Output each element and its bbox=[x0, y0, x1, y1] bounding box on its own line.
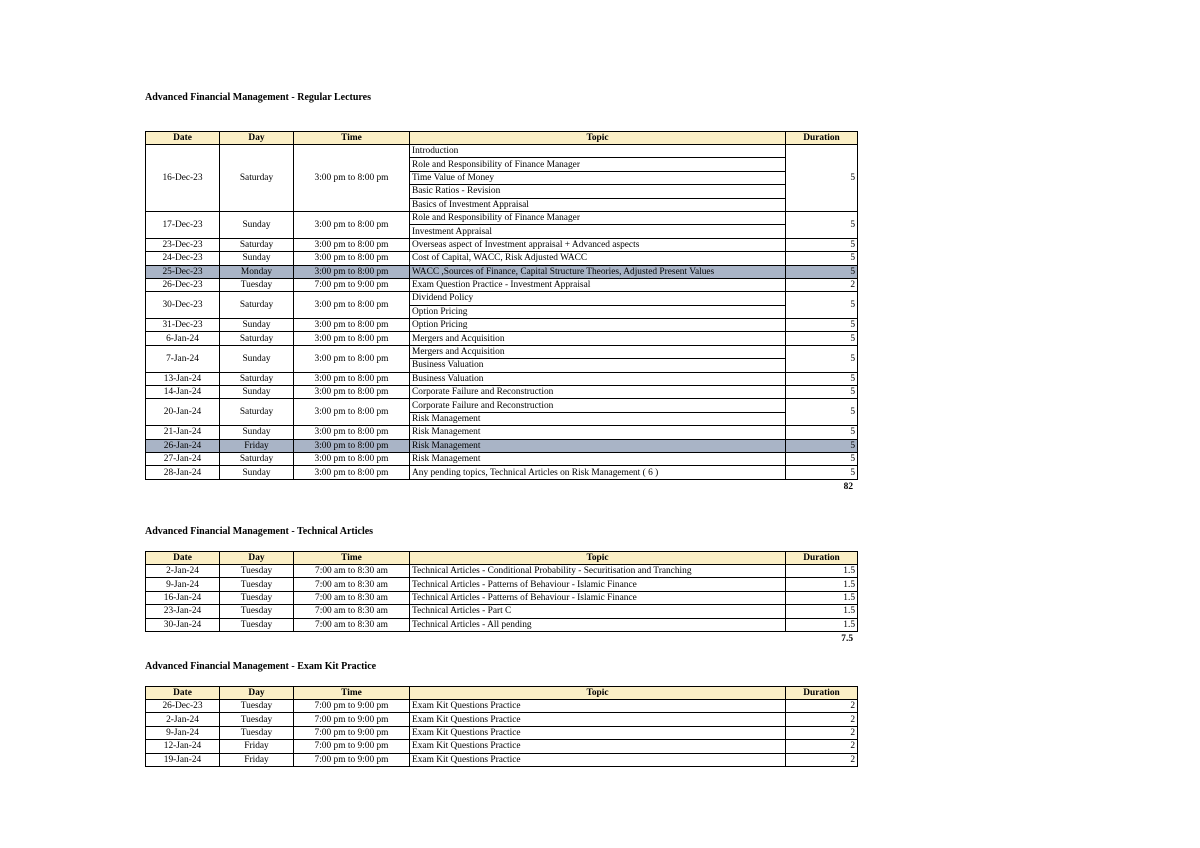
date-cell: 9-Jan-24 bbox=[146, 726, 220, 739]
table-row bbox=[146, 700, 858, 713]
topic-cell: Investment Appraisal bbox=[410, 225, 786, 238]
date-cell: 2-Jan-24 bbox=[146, 565, 220, 578]
topic-cell: Mergers and Acquisition bbox=[410, 345, 786, 358]
topic-cell: Overseas aspect of Investment appraisal + Advanced aspects bbox=[410, 238, 786, 251]
time-cell: 3:00 pm to 8:00 pm bbox=[294, 265, 410, 278]
table-row bbox=[146, 399, 858, 412]
time-cell: 3:00 pm to 8:00 pm bbox=[294, 332, 410, 345]
topic-cell: Any pending topics, Technical Articles on Risk Management ( 6 ) bbox=[410, 466, 786, 479]
time-cell: 7:00 pm to 9:00 pm bbox=[294, 278, 410, 291]
duration-cell: 2 bbox=[786, 726, 858, 739]
date-header: Date bbox=[146, 552, 220, 565]
technical-articles-title: Advanced Financial Management - Technical Articles bbox=[145, 526, 374, 537]
table-row bbox=[146, 345, 858, 358]
date-cell: 31-Dec-23 bbox=[146, 319, 220, 332]
topic-header: Topic bbox=[410, 687, 786, 700]
topic-cell: Exam Kit Questions Practice bbox=[410, 713, 786, 726]
date-cell: 25-Dec-23 bbox=[146, 265, 220, 278]
day-cell: Saturday bbox=[220, 292, 294, 319]
regular-lectures-section bbox=[145, 91, 857, 494]
date-cell: 14-Jan-24 bbox=[146, 386, 220, 399]
table-row bbox=[146, 578, 858, 591]
day-cell: Tuesday bbox=[220, 565, 294, 578]
topic-cell: Time Value of Money bbox=[410, 171, 786, 184]
topic-cell: Exam Kit Questions Practice bbox=[410, 753, 786, 766]
day-cell: Sunday bbox=[220, 211, 294, 238]
date-cell: 26-Dec-23 bbox=[146, 278, 220, 291]
duration-cell: 5 bbox=[786, 439, 858, 452]
day-header: Day bbox=[220, 132, 294, 145]
day-cell: Friday bbox=[220, 740, 294, 753]
time-cell: 3:00 pm to 8:00 pm bbox=[294, 372, 410, 385]
duration-cell: 1.5 bbox=[786, 618, 858, 631]
topic-cell: Technical Articles - Patterns of Behaviour - Islamic Finance bbox=[410, 591, 786, 604]
duration-cell: 5 bbox=[786, 319, 858, 332]
day-cell: Tuesday bbox=[220, 618, 294, 631]
duration-cell: 1.5 bbox=[786, 578, 858, 591]
time-cell: 3:00 pm to 8:00 pm bbox=[294, 252, 410, 265]
table-row bbox=[146, 605, 858, 618]
duration-header: Duration bbox=[786, 552, 858, 565]
topic-cell: Basics of Investment Appraisal bbox=[410, 198, 786, 211]
date-cell: 7-Jan-24 bbox=[146, 345, 220, 372]
exam-kit-title: Advanced Financial Management - Exam Kit Practice bbox=[145, 661, 377, 672]
date-cell: 26-Jan-24 bbox=[146, 439, 220, 452]
duration-cell: 2 bbox=[786, 740, 858, 753]
day-cell: Saturday bbox=[220, 399, 294, 426]
time-cell: 3:00 pm to 8:00 pm bbox=[294, 426, 410, 439]
topic-cell: Risk Management bbox=[410, 412, 786, 425]
date-cell: 12-Jan-24 bbox=[146, 740, 220, 753]
time-cell: 3:00 pm to 8:00 pm bbox=[294, 238, 410, 251]
topic-cell: Role and Responsibility of Finance Manager bbox=[410, 211, 786, 224]
table-row bbox=[146, 713, 858, 726]
date-cell: 23-Dec-23 bbox=[146, 238, 220, 251]
day-cell: Friday bbox=[220, 439, 294, 452]
time-cell: 3:00 pm to 8:00 pm bbox=[294, 345, 410, 372]
duration-cell: 2 bbox=[786, 753, 858, 766]
day-cell: Tuesday bbox=[220, 713, 294, 726]
duration-cell: 5 bbox=[786, 145, 858, 212]
date-cell: 2-Jan-24 bbox=[146, 713, 220, 726]
duration-cell: 5 bbox=[786, 292, 858, 319]
duration-cell: 5 bbox=[786, 399, 858, 426]
topic-cell: Exam Kit Questions Practice bbox=[410, 700, 786, 713]
table-header-row bbox=[146, 552, 858, 565]
table-row bbox=[146, 145, 858, 158]
table-header-row bbox=[146, 132, 858, 145]
day-cell: Saturday bbox=[220, 238, 294, 251]
day-cell: Tuesday bbox=[220, 578, 294, 591]
duration-cell: 2 bbox=[786, 278, 858, 291]
topic-cell: Technical Articles - Conditional Probability - Securitisation and Tranching bbox=[410, 565, 786, 578]
duration-cell: 5 bbox=[786, 252, 858, 265]
exam-kit-section bbox=[145, 660, 857, 767]
table-row bbox=[146, 252, 858, 265]
time-cell: 7:00 am to 8:30 am bbox=[294, 605, 410, 618]
date-cell: 16-Dec-23 bbox=[146, 145, 220, 212]
date-cell: 30-Jan-24 bbox=[146, 618, 220, 631]
time-cell: 3:00 pm to 8:00 pm bbox=[294, 292, 410, 319]
table-row bbox=[146, 466, 858, 479]
topic-cell: Business Valuation bbox=[410, 372, 786, 385]
date-cell: 19-Jan-24 bbox=[146, 753, 220, 766]
topic-cell: Dividend Policy bbox=[410, 292, 786, 305]
table-row bbox=[146, 211, 858, 224]
technical-articles-total: 7.5 bbox=[841, 633, 853, 644]
table-row bbox=[146, 618, 858, 631]
topic-cell: Technical Articles - Part C bbox=[410, 605, 786, 618]
table-row bbox=[146, 565, 858, 578]
topic-cell: Basic Ratios - Revision bbox=[410, 185, 786, 198]
date-header: Date bbox=[146, 687, 220, 700]
date-cell: 24-Dec-23 bbox=[146, 252, 220, 265]
topic-header: Topic bbox=[410, 132, 786, 145]
topic-cell: WACC ,Sources of Finance, Capital Structure Theories, Adjusted Present Values bbox=[410, 265, 786, 278]
technical-articles-section bbox=[145, 525, 857, 646]
date-cell: 26-Dec-23 bbox=[146, 700, 220, 713]
regular-lectures-title: Advanced Financial Management - Regular Lectures bbox=[145, 92, 372, 103]
duration-cell: 2 bbox=[786, 713, 858, 726]
date-header: Date bbox=[146, 132, 220, 145]
time-cell: 3:00 pm to 8:00 pm bbox=[294, 319, 410, 332]
time-header: Time bbox=[294, 687, 410, 700]
topic-cell: Exam Kit Questions Practice bbox=[410, 740, 786, 753]
day-cell: Tuesday bbox=[220, 726, 294, 739]
day-cell: Saturday bbox=[220, 372, 294, 385]
topic-cell: Risk Management bbox=[410, 439, 786, 452]
day-cell: Sunday bbox=[220, 252, 294, 265]
day-cell: Saturday bbox=[220, 145, 294, 212]
time-cell: 3:00 pm to 8:00 pm bbox=[294, 145, 410, 212]
day-cell: Tuesday bbox=[220, 591, 294, 604]
date-cell: 6-Jan-24 bbox=[146, 332, 220, 345]
topic-header: Topic bbox=[410, 552, 786, 565]
regular-lectures-total: 82 bbox=[843, 481, 853, 492]
topic-cell: Business Valuation bbox=[410, 359, 786, 372]
day-cell: Tuesday bbox=[220, 700, 294, 713]
time-cell: 7:00 pm to 9:00 pm bbox=[294, 740, 410, 753]
time-cell: 7:00 am to 8:30 am bbox=[294, 591, 410, 604]
duration-cell: 1.5 bbox=[786, 565, 858, 578]
time-cell: 7:00 pm to 9:00 pm bbox=[294, 753, 410, 766]
topic-cell: Introduction bbox=[410, 145, 786, 158]
table-row bbox=[146, 591, 858, 604]
duration-cell: 5 bbox=[786, 386, 858, 399]
topic-cell: Risk Management bbox=[410, 426, 786, 439]
duration-cell: 1.5 bbox=[786, 591, 858, 604]
time-cell: 7:00 am to 8:30 am bbox=[294, 618, 410, 631]
time-cell: 3:00 pm to 8:00 pm bbox=[294, 452, 410, 465]
date-cell: 28-Jan-24 bbox=[146, 466, 220, 479]
time-cell: 3:00 pm to 8:00 pm bbox=[294, 211, 410, 238]
duration-cell: 5 bbox=[786, 265, 858, 278]
day-header: Day bbox=[220, 552, 294, 565]
topic-cell: Option Pricing bbox=[410, 305, 786, 318]
table-row bbox=[146, 386, 858, 399]
time-cell: 3:00 pm to 8:00 pm bbox=[294, 386, 410, 399]
time-cell: 3:00 pm to 8:00 pm bbox=[294, 439, 410, 452]
regular-lectures-table bbox=[145, 131, 858, 480]
date-cell: 9-Jan-24 bbox=[146, 578, 220, 591]
date-cell: 13-Jan-24 bbox=[146, 372, 220, 385]
duration-cell: 5 bbox=[786, 332, 858, 345]
table-row bbox=[146, 332, 858, 345]
topic-cell: Corporate Failure and Reconstruction bbox=[410, 386, 786, 399]
duration-cell: 2 bbox=[786, 700, 858, 713]
table-row bbox=[146, 278, 858, 291]
topic-cell: Corporate Failure and Reconstruction bbox=[410, 399, 786, 412]
date-cell: 16-Jan-24 bbox=[146, 591, 220, 604]
time-cell: 7:00 pm to 9:00 pm bbox=[294, 726, 410, 739]
table-row bbox=[146, 238, 858, 251]
duration-cell: 5 bbox=[786, 345, 858, 372]
date-cell: 23-Jan-24 bbox=[146, 605, 220, 618]
date-cell: 20-Jan-24 bbox=[146, 399, 220, 426]
table-row bbox=[146, 372, 858, 385]
topic-cell: Technical Articles - All pending bbox=[410, 618, 786, 631]
duration-cell: 5 bbox=[786, 466, 858, 479]
table-row bbox=[146, 439, 858, 452]
duration-cell: 5 bbox=[786, 211, 858, 238]
day-cell: Friday bbox=[220, 753, 294, 766]
day-cell: Saturday bbox=[220, 332, 294, 345]
topic-cell: Option Pricing bbox=[410, 319, 786, 332]
table-row bbox=[146, 426, 858, 439]
date-cell: 27-Jan-24 bbox=[146, 452, 220, 465]
day-cell: Tuesday bbox=[220, 278, 294, 291]
technical-articles-table bbox=[145, 551, 858, 632]
day-cell: Sunday bbox=[220, 319, 294, 332]
day-cell: Sunday bbox=[220, 386, 294, 399]
day-cell: Sunday bbox=[220, 466, 294, 479]
table-header-row bbox=[146, 687, 858, 700]
table-row bbox=[146, 292, 858, 305]
time-header: Time bbox=[294, 132, 410, 145]
day-cell: Monday bbox=[220, 265, 294, 278]
time-cell: 7:00 am to 8:30 am bbox=[294, 578, 410, 591]
duration-header: Duration bbox=[786, 132, 858, 145]
date-cell: 30-Dec-23 bbox=[146, 292, 220, 319]
duration-cell: 5 bbox=[786, 372, 858, 385]
topic-cell: Mergers and Acquisition bbox=[410, 332, 786, 345]
duration-cell: 1.5 bbox=[786, 605, 858, 618]
table-row bbox=[146, 740, 858, 753]
duration-cell: 5 bbox=[786, 452, 858, 465]
table-row bbox=[146, 319, 858, 332]
day-cell: Sunday bbox=[220, 345, 294, 372]
date-cell: 21-Jan-24 bbox=[146, 426, 220, 439]
table-row bbox=[146, 753, 858, 766]
duration-cell: 5 bbox=[786, 426, 858, 439]
day-cell: Tuesday bbox=[220, 605, 294, 618]
topic-cell: Cost of Capital, WACC, Risk Adjusted WACC bbox=[410, 252, 786, 265]
topic-cell: Risk Management bbox=[410, 452, 786, 465]
day-header: Day bbox=[220, 687, 294, 700]
time-cell: 7:00 am to 8:30 am bbox=[294, 565, 410, 578]
exam-kit-table bbox=[145, 686, 858, 767]
topic-cell: Exam Kit Questions Practice bbox=[410, 726, 786, 739]
time-cell: 3:00 pm to 8:00 pm bbox=[294, 399, 410, 426]
table-row bbox=[146, 452, 858, 465]
time-cell: 7:00 pm to 9:00 pm bbox=[294, 713, 410, 726]
duration-cell: 5 bbox=[786, 238, 858, 251]
day-cell: Sunday bbox=[220, 426, 294, 439]
topic-cell: Role and Responsibility of Finance Manager bbox=[410, 158, 786, 171]
topic-cell: Technical Articles - Patterns of Behaviour - Islamic Finance bbox=[410, 578, 786, 591]
duration-header: Duration bbox=[786, 687, 858, 700]
time-cell: 7:00 pm to 9:00 pm bbox=[294, 700, 410, 713]
time-header: Time bbox=[294, 552, 410, 565]
topic-cell: Exam Question Practice - Investment Appraisal bbox=[410, 278, 786, 291]
time-cell: 3:00 pm to 8:00 pm bbox=[294, 466, 410, 479]
day-cell: Saturday bbox=[220, 452, 294, 465]
date-cell: 17-Dec-23 bbox=[146, 211, 220, 238]
table-row bbox=[146, 265, 858, 278]
table-row bbox=[146, 726, 858, 739]
